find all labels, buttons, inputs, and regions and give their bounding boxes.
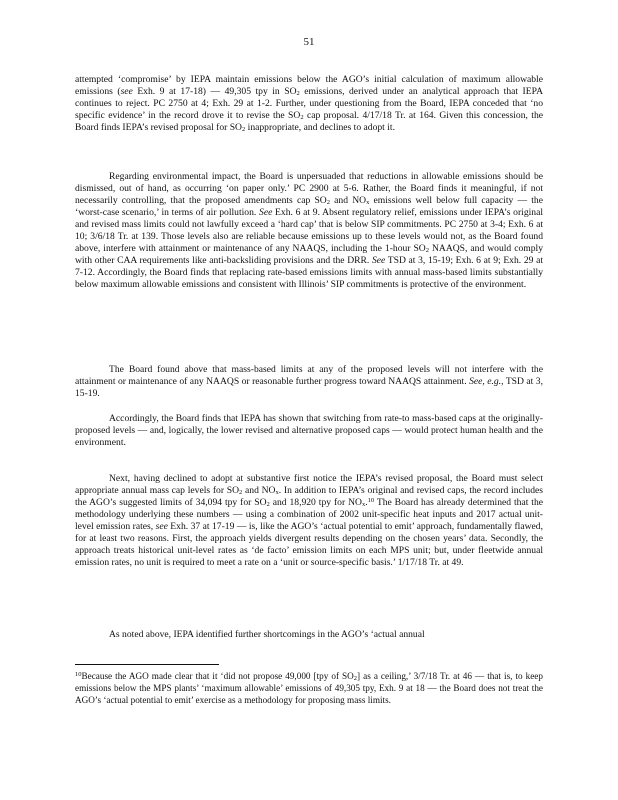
text-run: and 18,920 tpy for NO [269,497,362,508]
text-run: and NO [329,195,367,206]
paragraph-text [75,629,543,641]
paragraph-2 [75,171,543,291]
text-run: and NO [242,485,276,496]
subscript: x [366,199,370,206]
footnote-10 [75,670,543,706]
paragraph-text [75,74,543,134]
text-run: Next, having declined to adopt at substantive first notice the IEPA’s revised proposal, the Board must select appropriate annual mass cap levels for SO [75,473,543,496]
text-run: Accordingly, the Board finds that IEPA has shown that switching from rate-to mass-based caps at the originally-proposed levels — and, logically, the lower revised and alternative proposed caps — would protect human health and the environment. [75,413,543,448]
text-run: The Board has already determined that the methodology underlying these numbers — using a combination of 2002 unit-specific heat inputs and 2017 actual unit-level emission rates, [75,497,544,532]
text-run: TSD at 3, 15-19; Exh. 6 at 9; Exh. 29 at 7-12. Accordingly, the Board finds that replacing rate-based emissions limits with annual mass-based limits substantially below maximum allowable emissions and consistent with Illinois’ SIP commitments is protective of the environment. [75,255,543,290]
paragraph-text [75,171,543,291]
text-run: , TSD at 3, 15-19. [75,376,543,399]
text-run: cap proposal. 4/17/18 Tr. at 164. Given this concession, the Board finds IEPA’s revised proposal for SO [75,110,543,133]
italic-signal: See [371,255,386,266]
text-run: The Board found above that mass-based limits at any of the proposed levels will not interfere with the attainment or maintenance of any NAAQS or reasonable further progress toward NAAQS attainment. [75,364,543,387]
subscript: x [361,501,366,508]
paragraph-4 [75,413,543,449]
paragraph-text [75,413,543,449]
text-run: inappropriate, and declines to adopt it. [245,122,395,133]
subscript: 2 [266,501,270,508]
italic-signal: See [259,207,273,218]
subscript: 2 [425,247,429,254]
footnote-ref: 10 [75,671,82,678]
text-run: emissions well below full capacity — the ‘worst-case scenario,’ in terms of air pollution. [75,195,543,218]
paragraph-5 [75,473,543,569]
text-run: Exh. 9 at 17-18) — 49,305 tpy in SO [132,86,297,97]
text-run: Exh. 6 at 9. Absent regulatory relief, emissions under IEPA’s original and revised mass limits could not lawfully exceed a ‘hard cap’ that is below SIP commitments. PC 2750 at 3-4; Exh. 6 at 10; 3/6/18 Tr. at 139. Those levels also are reliable because emissions up to these levels would not, as the Board found above, interfere with attainment or maintenance of any NAAQS, including the 1-hour SO [75,207,544,254]
text-run: ] as a ceiling,’ 3/7/18 Tr. at 46 — that is, to keep emissions below the MPS plants’ ‘maximum allowable’ emissions of 49,305 tpy, Exh. 9 at 18 — the Board does not treat the AGO’s ‘actual potential to emit’ exercise as a methodology for proposing mass limits. [75,671,543,705]
text-run: attempted ‘compromise’ by IEPA maintain emissions below the AGO’s initial calculation of maximum allowable emissions ( [75,74,543,97]
italic-signal: see [120,86,133,97]
text-run: . [365,497,368,508]
paragraph-1 [75,74,543,134]
subscript: 2 [300,114,304,121]
footnote-ref: 10 [367,497,375,504]
text-run: NAAQS, and would comply with other CAA requirements like anti-backsliding provisions and the DRR. [75,243,543,266]
text-run: emissions, derived under an analytical approach that IEPA continues to reject. PC 2750 at 4; Exh. 29 at 1-2. Further, under questioning from the Board, IEPA conceded that ‘no specific evidence’ in the record drove it to revise the SO [75,86,543,121]
text-run: Regarding environmental impact, the Board is unpersuaded that reductions in allowable emissions should be dismissed, out of hand, as occurring ‘on paper only.’ PC 2900 at 5-6. Rather, the Board finds it meaningful, if not necessarily controlling, that the proposed amendments cap SO [75,171,543,206]
subscript: 2 [242,126,246,133]
text-run: Because the AGO made clear that it ‘did not propose 49,000 [tpy of SO [81,671,354,681]
subscript: 2 [296,90,300,97]
paragraph-text [75,473,543,569]
subscript: 2 [326,199,330,206]
text-run: As noted above, IEPA identified further shortcomings in the AGO’s ‘actual annual [109,629,425,640]
footnote-divider [75,664,219,665]
footnote-text [75,670,543,706]
text-run: . In addition to IEPA’s original and revised caps, the record includes the AGO’s suggested limits of 34,094 tpy for SO [75,485,544,508]
italic-signal: see [155,521,168,532]
subscript: 2 [239,489,243,496]
page-number: 51 [303,36,315,48]
paragraph-3 [75,364,543,400]
text-run: Exh. 37 at 17-19 — is, like the AGO’s ‘actual potential to emit’ approach, fundamentally flawed, for at least two reasons. First, the approach yields divergent results depending on the chosen years’ data. Secondly, the approach treats historical unit-level rates as ‘de facto’ emission limits on each MPS unit; but, under fleetwide annual emission rates, no unit is required to meet a rate on a ‘unit or source-specific basis.’ 1/17/18 Tr. at 49. [75,521,543,568]
subscript: 2 [353,675,358,682]
paragraph-6 [75,629,543,641]
subscript: x [275,489,279,496]
paragraph-text [75,364,543,400]
italic-signal: See, e.g. [469,376,502,387]
